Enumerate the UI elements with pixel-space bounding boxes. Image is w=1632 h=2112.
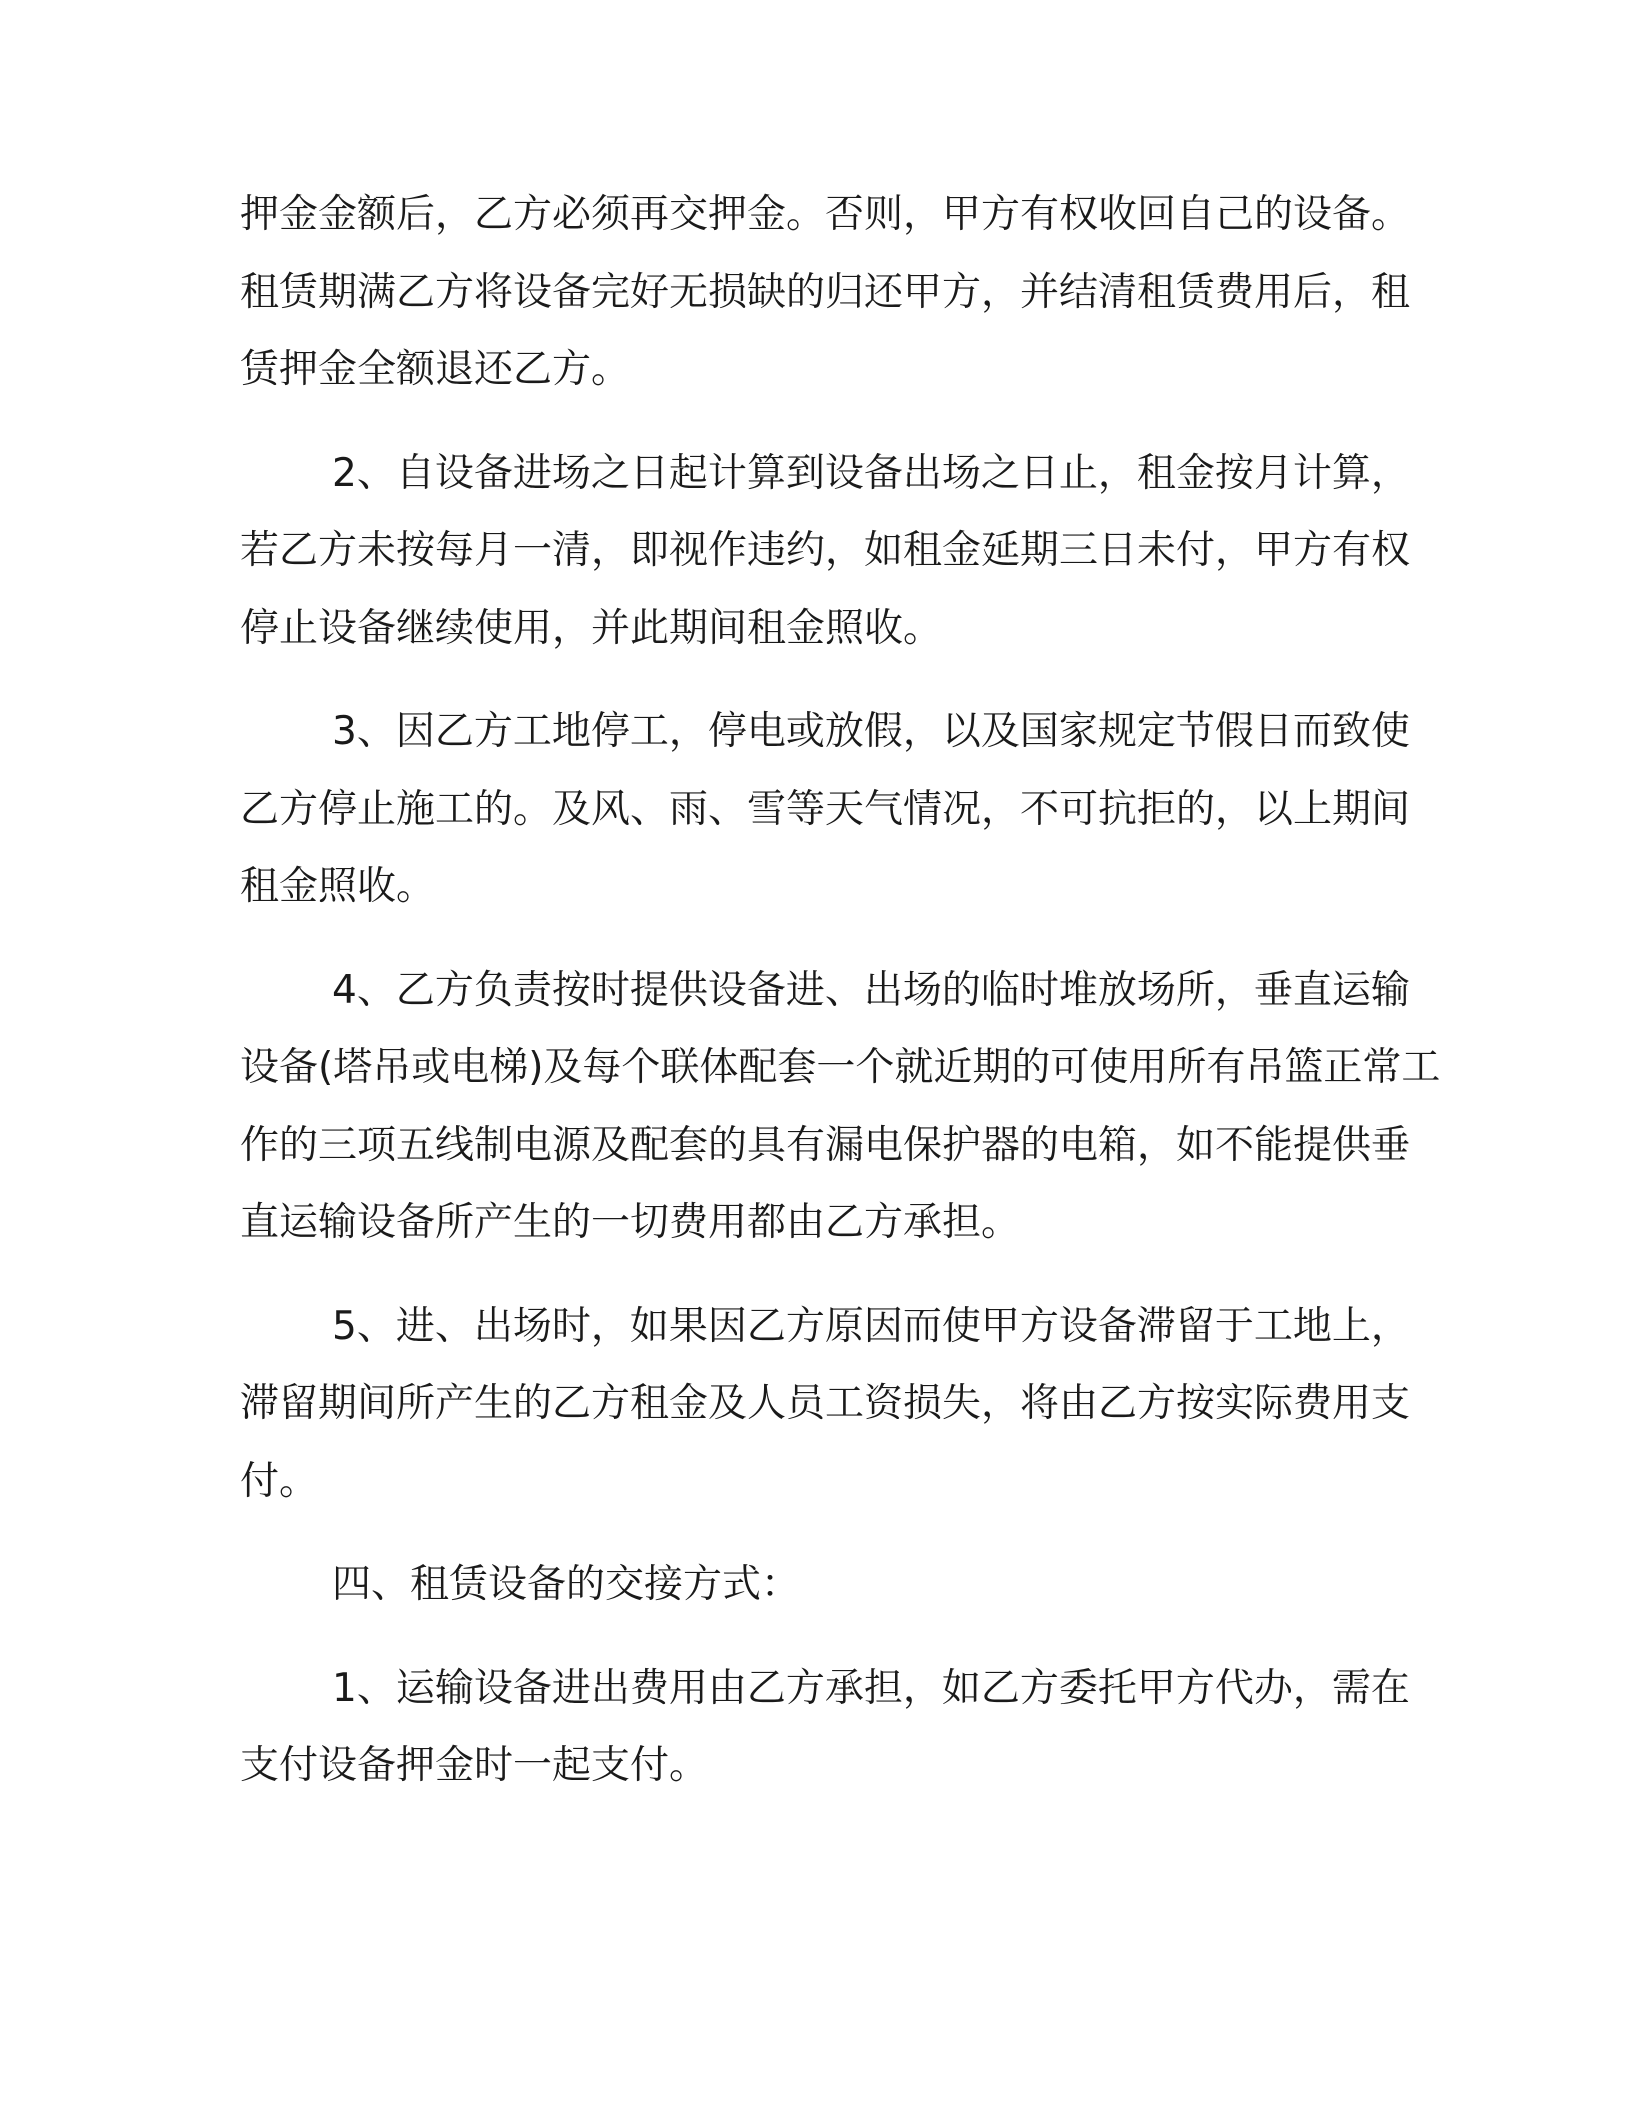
section-heading-handover	[240, 1546, 1400, 1624]
text-line: 1、运输设备进出费用由乙方承担，如乙方委托甲方代办，需在	[332, 1665, 1410, 1711]
text-line: 3、因乙方工地停工，停电或放假，以及国家规定节假日而致使	[332, 709, 1410, 754]
text-line: 滞留期间所产生的乙方租金及人员工资损失，将由乙方按实际费用支	[240, 1381, 1411, 1426]
section-heading: 四、租赁设备的交接方式：	[332, 1562, 801, 1607]
text-line: 付。	[240, 1458, 319, 1504]
text-line: 直运输设备所产生的一切费用都由乙方承担。	[240, 1200, 1021, 1245]
text-line: 支付设备押金时一起支付。	[240, 1743, 709, 1788]
text-line: 赁押金全额退还乙方。	[240, 347, 631, 392]
paragraph-clause-3	[240, 693, 1411, 926]
text-line: 设备(塔吊或电梯)及每个联体配套一个就近期的可使用所有吊篮正常工	[240, 1045, 1441, 1090]
text-line: 租赁期满乙方将设备完好无损缺的归还甲方，并结清租赁费用后，租	[240, 269, 1411, 315]
paragraph-clause-2	[240, 435, 1411, 668]
paragraph-deposit-continued	[240, 176, 1411, 409]
text-line: 作的三项五线制电源及配套的具有漏电保护器的电箱，如不能提供垂	[240, 1122, 1411, 1168]
text-line: 2、自设备进场之日起计算到设备出场之日止，租金按月计算，	[332, 450, 1410, 496]
text-line: 4、乙方负责按时提供设备进、出场的临时堆放场所，垂直运输	[332, 967, 1410, 1013]
paragraph-clause-4	[240, 952, 1441, 1262]
text-line: 租金照收。	[240, 864, 436, 909]
paragraph-handover-1	[240, 1650, 1410, 1805]
text-line: 乙方停止施工的。及风、雨、雪等天气情况，不可抗拒的，以上期间	[240, 786, 1411, 832]
text-line: 停止设备继续使用，并此期间租金照收。	[240, 605, 943, 651]
text-line: 押金金额后，乙方必须再交押金。否则，甲方有权收回自己的设备。	[240, 192, 1411, 237]
paragraph-clause-5	[240, 1288, 1411, 1521]
document-body	[240, 176, 1441, 1805]
text-line: 若乙方未按每月一清，即视作违约，如租金延期三日未付，甲方有权	[240, 528, 1411, 573]
text-line: 5、进、出场时，如果因乙方原因而使甲方设备滞留于工地上，	[332, 1303, 1410, 1349]
